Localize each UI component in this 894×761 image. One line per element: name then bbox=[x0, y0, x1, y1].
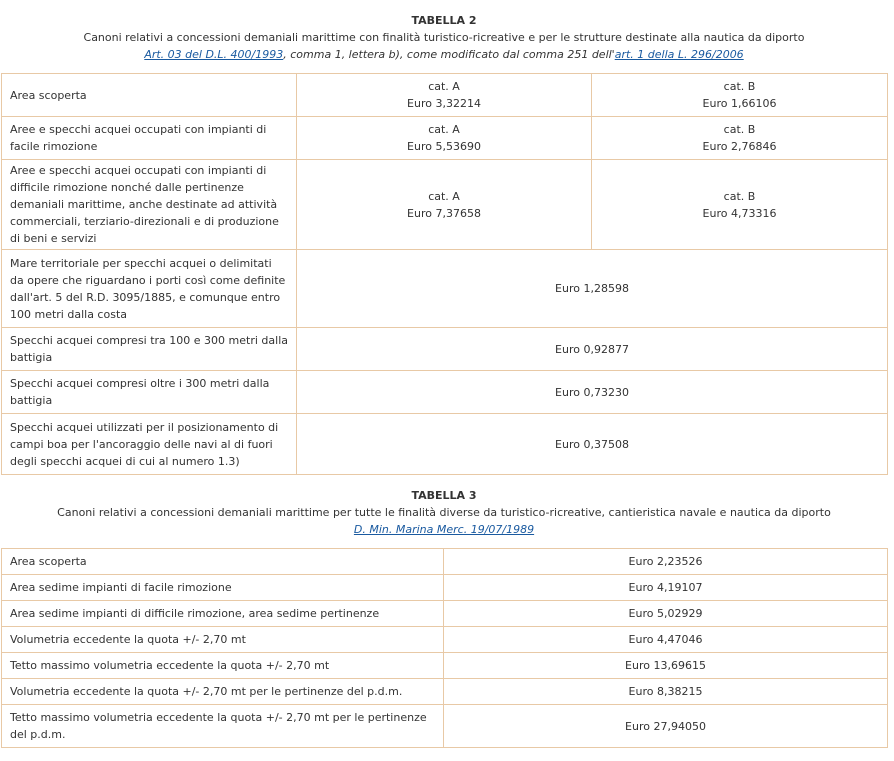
cat-b-label: cat. B bbox=[723, 189, 756, 203]
table-row bbox=[2, 653, 888, 679]
table-row bbox=[2, 414, 888, 475]
row-label: Specchi acquei compresi tra 100 e 300 metri dalla battigia bbox=[2, 328, 297, 371]
cat-b-cell bbox=[592, 74, 888, 117]
row-label: Specchi acquei utilizzati per il posizionamento di campi boa per l'ancoraggio delle navi al di fuori degli specchi acquei di cui al numero 1.3) bbox=[2, 414, 297, 475]
tabella3-title: TABELLA 3 bbox=[411, 489, 477, 502]
tabella3-ref-link[interactable]: D. Min. Marina Merc. 19/07/1989 bbox=[353, 523, 535, 536]
row-label: Area sedime impianti di facile rimozione bbox=[2, 575, 444, 601]
row-value: Euro 4,19107 bbox=[444, 575, 888, 601]
cat-a-value: Euro 3,32214 bbox=[407, 97, 481, 110]
cat-b-cell bbox=[592, 117, 888, 160]
cat-b-label: cat. B bbox=[723, 123, 756, 136]
table-row bbox=[2, 601, 888, 627]
tabella2-title: TABELLA 2 bbox=[411, 14, 477, 27]
cat-a-label: cat. A bbox=[428, 123, 460, 136]
tabella2-caption bbox=[0, 12, 888, 63]
row-value: Euro 0,73230 bbox=[297, 371, 888, 414]
row-value: Euro 5,02929 bbox=[444, 601, 888, 627]
tabella2-ref-text: , comma 1, lettera b), come modificato dal comma 251 dell' bbox=[283, 48, 615, 61]
table-row bbox=[2, 705, 888, 748]
row-value: Euro 0,37508 bbox=[297, 414, 888, 475]
row-label: Area scoperta bbox=[2, 549, 444, 575]
table-row bbox=[2, 328, 888, 371]
row-label: Area sedime impianti di difficile rimozione, area sedime pertinenze bbox=[2, 601, 444, 627]
table-row bbox=[2, 117, 888, 160]
row-label: Tetto massimo volumetria eccedente la quota +/- 2,70 mt per le pertinenze del p.d.m. bbox=[2, 705, 444, 748]
table-row bbox=[2, 371, 888, 414]
cat-b-value: Euro 4,73316 bbox=[702, 206, 777, 220]
cat-b-value: Euro 2,76846 bbox=[702, 140, 777, 153]
tabella3-caption bbox=[0, 487, 888, 538]
tabella2-reference bbox=[0, 46, 888, 63]
cat-a-label: cat. A bbox=[428, 80, 460, 93]
row-label: Volumetria eccedente la quota +/- 2,70 mt bbox=[2, 627, 444, 653]
cat-a-value: Euro 5,53690 bbox=[407, 140, 481, 153]
row-value: Euro 1,28598 bbox=[297, 250, 888, 328]
table-row bbox=[2, 250, 888, 328]
cat-a-label: cat. A bbox=[428, 189, 460, 203]
table-row bbox=[2, 575, 888, 601]
cat-a-value: Euro 7,37658 bbox=[407, 206, 481, 220]
cat-b-label: cat. B bbox=[723, 80, 756, 93]
table-row bbox=[2, 627, 888, 653]
table-row bbox=[2, 549, 888, 575]
tabella2-subtitle: Canoni relativi a concessioni demaniali marittime con finalità turistico-ricreative e per le strutture destinate alla nautica da diporto bbox=[83, 31, 805, 44]
row-label: Volumetria eccedente la quota +/- 2,70 mt per le pertinenze del p.d.m. bbox=[2, 679, 444, 705]
tabella2-ref-link-legge[interactable]: art. 1 della L. 296/2006 bbox=[614, 48, 744, 61]
tabella2-table bbox=[1, 73, 888, 475]
row-label: Tetto massimo volumetria eccedente la quota +/- 2,70 mt bbox=[2, 653, 444, 679]
row-value: Euro 2,23526 bbox=[444, 549, 888, 575]
row-label: Specchi acquei compresi oltre i 300 metri dalla battigia bbox=[2, 371, 297, 414]
tabella2-ref-link-dl[interactable]: Art. 03 del D.L. 400/1993 bbox=[144, 48, 284, 61]
table-row bbox=[2, 679, 888, 705]
row-value: Euro 8,38215 bbox=[444, 679, 888, 705]
table-row bbox=[2, 74, 888, 117]
row-label: Mare territoriale per specchi acquei o delimitati da opere che riguardano i porti così come definite dall'art. 5 del R.D. 3095/1885, e comunque entro 100 metri dalla costa bbox=[2, 250, 297, 328]
row-value: Euro 13,69615 bbox=[444, 653, 888, 679]
tabella3-table bbox=[1, 548, 888, 748]
tabella3-subtitle: Canoni relativi a concessioni demaniali marittime per tutte le finalità diverse da turistico-ricreative, cantieristica navale e nautica da diporto bbox=[57, 506, 831, 519]
row-label: Area scoperta bbox=[2, 74, 297, 117]
row-value: Euro 27,94050 bbox=[444, 705, 888, 748]
cat-a-cell bbox=[297, 74, 592, 117]
table-row bbox=[2, 160, 888, 250]
cat-b-cell bbox=[592, 160, 888, 250]
row-value: Euro 0,92877 bbox=[297, 328, 888, 371]
tabella3-reference bbox=[0, 521, 888, 538]
cat-b-value: Euro 1,66106 bbox=[702, 97, 777, 110]
row-label: Aree e specchi acquei occupati con impianti di facile rimozione bbox=[2, 117, 297, 160]
row-label: Aree e specchi acquei occupati con impianti di difficile rimozione nonché dalle pertinenze demaniali marittime, anche destinate ad attività commerciali, terziario-direzionali e di produzione di beni e servizi bbox=[2, 160, 297, 250]
row-value: Euro 4,47046 bbox=[444, 627, 888, 653]
cat-a-cell bbox=[297, 160, 592, 250]
cat-a-cell bbox=[297, 117, 592, 160]
